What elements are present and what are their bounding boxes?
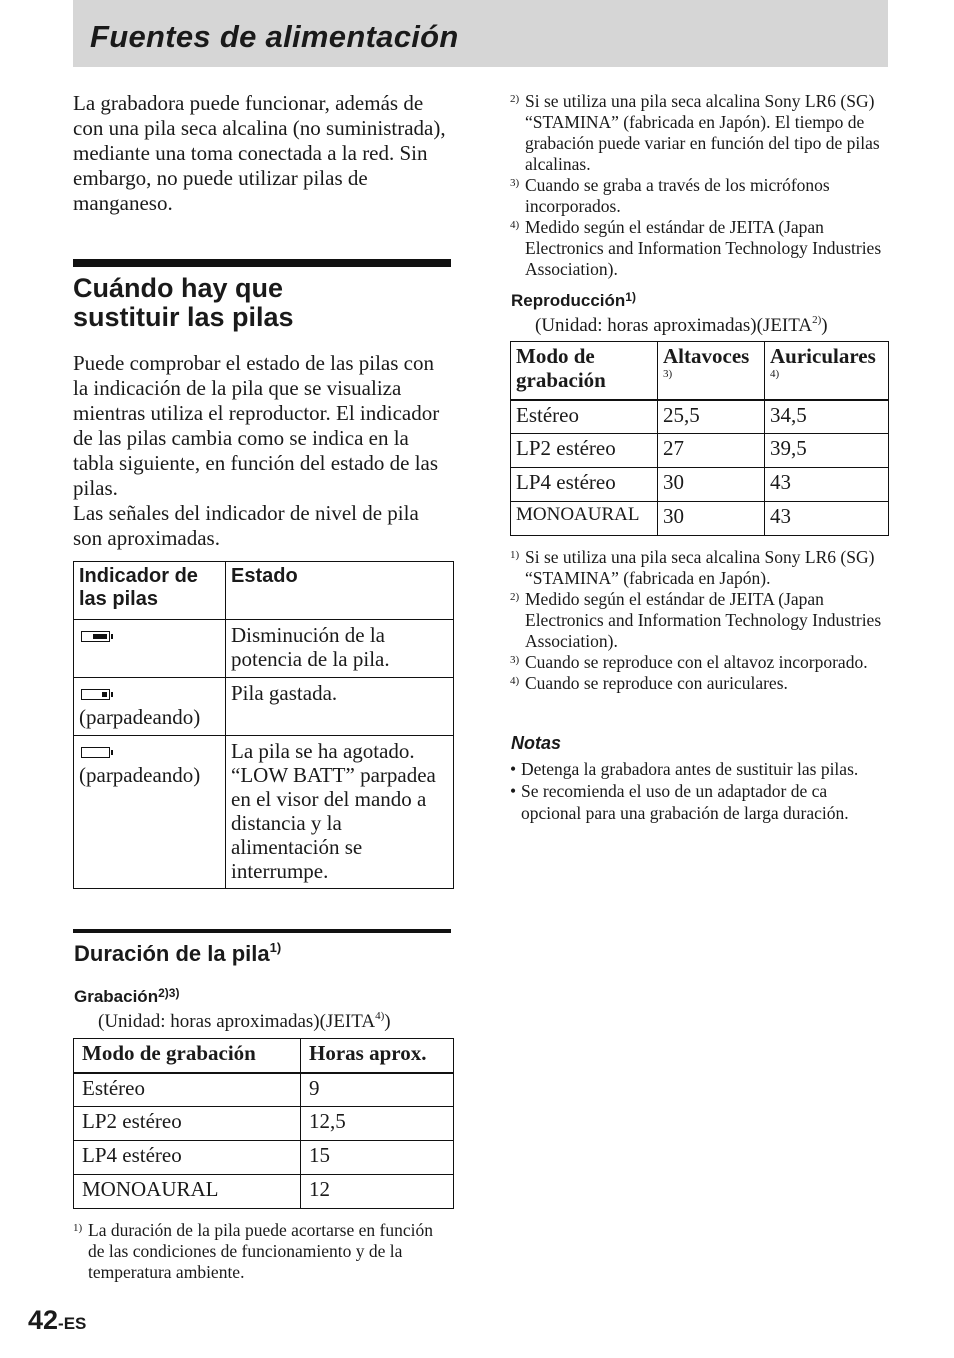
unit-close: ): [384, 1011, 391, 1032]
footnote: [73, 1220, 453, 1283]
page-title: Fuentes de alimentación: [90, 19, 459, 54]
playback-unit: [535, 315, 828, 337]
indicator-cell: [74, 678, 226, 736]
table-row: [511, 434, 889, 468]
footnote-text: Medido según el estándar de JEITA (Japan Electronics and Information Technology Industries Association).: [525, 589, 882, 651]
playback-label: [511, 291, 636, 311]
unit-close: ): [821, 315, 828, 336]
table-header-row: [74, 1039, 454, 1073]
table-header-mode: Modo de grabación: [511, 342, 658, 400]
footnote-mark: 4): [770, 368, 780, 380]
footnote: [510, 91, 890, 175]
table-header-indicator: Indicador de las pilas: [74, 562, 226, 620]
table-header-mode: Modo de grabación: [74, 1039, 301, 1073]
footnote-text: Si se utiliza una pila seca alcalina Sony LR6 (SG) “STAMINA” (fabricada en Japón). El tiempo de grabación puede variar en función del tipo de pilas alcalinas.: [525, 91, 880, 174]
recording-table: [73, 1038, 454, 1209]
battery-indicator-table: [73, 561, 454, 889]
footnote: [510, 175, 890, 217]
recording-label: [74, 987, 179, 1007]
footnote-mark: 4): [510, 675, 520, 687]
mode-cell: Estéreo: [74, 1073, 301, 1107]
mode-cell: LP4 estéreo: [511, 468, 658, 502]
footnote-mark: 2)3): [158, 986, 180, 1000]
footnote-mark: 3): [510, 177, 520, 189]
table-row: [74, 1175, 454, 1209]
headphones-cell: 34,5: [765, 400, 889, 434]
note-text: Se recomienda el uso de un adaptador de ca opcional para una grabación de larga duración.: [521, 781, 849, 823]
replace-heading: [73, 274, 453, 332]
recording-footnotes: [73, 1220, 453, 1283]
footnote-mark: 2): [812, 314, 822, 326]
footnote: [510, 652, 890, 673]
speakers-cell: 27: [658, 434, 765, 468]
bullet-icon: •: [510, 759, 517, 779]
section-rule: [73, 259, 451, 267]
mode-cell: LP4 estéreo: [74, 1141, 301, 1175]
footnote: [510, 547, 890, 589]
playback-label-text: Reproducción: [511, 291, 626, 310]
mode-cell: LP2 estéreo: [74, 1107, 301, 1141]
speakers-cell: 25,5: [658, 400, 765, 434]
page-number-suffix: -ES: [58, 1314, 87, 1333]
list-item: [510, 758, 880, 780]
indicator-text: (parpadeando): [79, 763, 201, 787]
footnote-mark: 1): [269, 940, 282, 955]
footnote-mark: 2): [510, 93, 520, 105]
recording-footnotes-right: [510, 91, 890, 280]
table-row: [74, 736, 454, 889]
footnote-text: Medido según el estándar de JEITA (Japan Electronics and Information Technology Industries Association).: [525, 217, 882, 279]
replace-body-2: Las señales del indicador de nivel de pila son aproximadas.: [73, 501, 419, 550]
replace-body-1: Puede comprobar el estado de las pilas con la indicación de la pila que se visualiza mientras utiliza el reproductor. El indicador de las pilas cambia como se indica en la tabla siguiente, en función del estado de las pilas.: [73, 351, 440, 500]
duration-heading-text: Duración de la pila: [74, 941, 270, 966]
indicator-text: (parpadeando): [79, 705, 201, 729]
hours-cell: 12: [301, 1175, 454, 1209]
footnote: [510, 217, 890, 280]
table-header-row: [74, 562, 454, 620]
headphones-cell: 43: [765, 502, 889, 536]
mode-cell: MONOAURAL: [511, 502, 658, 536]
recording-unit: [98, 1011, 391, 1033]
battery-low-icon: [81, 631, 110, 642]
hours-cell: 15: [301, 1141, 454, 1175]
indicator-cell: [74, 620, 226, 678]
page-number: [28, 1305, 86, 1336]
table-header-headphones: [765, 342, 889, 400]
state-cell: La pila se ha agotado. “LOW BATT” parpadea en el visor del mando a distancia y la alimentación se interrumpe.: [226, 736, 454, 889]
headphones-cell: 39,5: [765, 434, 889, 468]
mode-cell: Estéreo: [511, 400, 658, 434]
footnote-mark: 1): [625, 290, 636, 304]
mode-cell: LP2 estéreo: [511, 434, 658, 468]
footnote: [510, 673, 890, 694]
footnote-text: La duración de la pila puede acortarse en función de las condiciones de funcionamiento y de la temperatura ambiente.: [88, 1220, 433, 1282]
footnote-text: Cuando se graba a través de los micrófonos incorporados.: [525, 175, 830, 216]
table-row: [74, 1073, 454, 1107]
table-row: [74, 1141, 454, 1175]
speakers-cell: 30: [658, 502, 765, 536]
header-text: Altavoces: [663, 344, 750, 368]
battery-empty-icon: [81, 747, 110, 758]
notes-heading: Notas: [511, 733, 562, 753]
unit-text: (Unidad: horas aproximadas)(JEITA: [98, 1011, 376, 1032]
table-row: [74, 678, 454, 736]
playback-footnotes: [510, 547, 890, 694]
title-bar: [73, 0, 888, 67]
footnote-mark: 4): [375, 1010, 385, 1022]
mode-cell: MONOAURAL: [74, 1175, 301, 1209]
table-row: [511, 468, 889, 502]
section-rule-thin: [73, 929, 451, 933]
footnote-mark: 1): [510, 549, 520, 561]
speakers-cell: 30: [658, 468, 765, 502]
hours-cell: 9: [301, 1073, 454, 1107]
footnote-mark: 3): [663, 368, 673, 380]
page-number-value: 42: [28, 1305, 59, 1335]
hours-cell: 12,5: [301, 1107, 454, 1141]
intro-paragraph: La grabadora puede funcionar, además de con una pila seca alcalina (no suministrada), mediante una toma conectada a la red. Sin embargo, no puede utilizar pilas de manganeso.: [73, 91, 446, 215]
unit-text: (Unidad: horas aproximadas)(JEITA: [535, 315, 813, 336]
footnote-mark: 3): [510, 654, 520, 666]
table-row: [511, 400, 889, 434]
footnote-mark: 1): [73, 1222, 83, 1234]
list-item: [510, 780, 880, 824]
footnote: [510, 589, 890, 652]
headphones-cell: 43: [765, 468, 889, 502]
footnote-mark: 4): [510, 219, 520, 231]
footnote-text: Cuando se reproduce con auriculares.: [525, 673, 788, 693]
table-row: [74, 620, 454, 678]
header-text: Auriculares: [770, 344, 876, 368]
table-row: [74, 1107, 454, 1141]
replace-heading-line2: sustituir las pilas: [73, 302, 294, 332]
table-header-hours: Horas aprox.: [301, 1039, 454, 1073]
battery-very-low-icon: [81, 689, 110, 700]
note-text: Detenga la grabadora antes de sustituir las pilas.: [521, 759, 859, 779]
footnote-text: Si se utiliza una pila seca alcalina Sony LR6 (SG) “STAMINA” (fabricada en Japón).: [525, 547, 875, 588]
state-cell: Disminución de la potencia de la pila.: [226, 620, 454, 678]
indicator-cell: [74, 736, 226, 889]
duration-heading: [74, 941, 281, 967]
bullet-icon: •: [510, 781, 517, 801]
footnote-text: Cuando se reproduce con el altavoz incorporado.: [525, 652, 868, 672]
replace-heading-line1: Cuándo hay que: [73, 273, 284, 303]
state-cell: Pila gastada.: [226, 678, 454, 736]
notes-list: [510, 758, 880, 824]
table-row: [511, 502, 889, 536]
table-header-speakers: [658, 342, 765, 400]
table-header-state: Estado: [226, 562, 454, 620]
footnote-mark: 2): [510, 591, 520, 603]
table-header-row: [511, 342, 889, 400]
recording-label-text: Grabación: [74, 987, 159, 1006]
playback-table: [510, 341, 889, 536]
